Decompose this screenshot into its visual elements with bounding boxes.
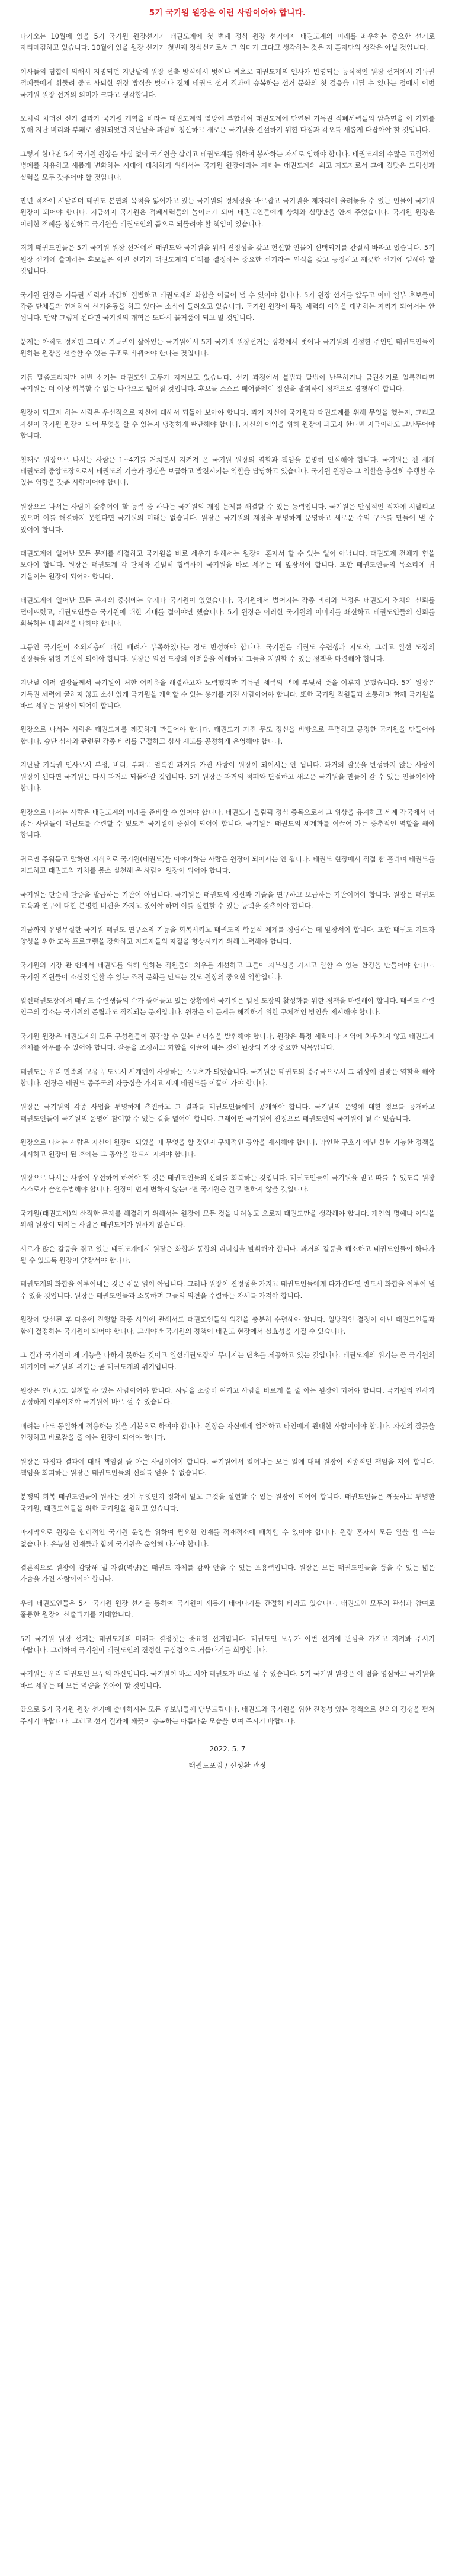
body-paragraph: 태권도는 우리 민족의 고유 무도로서 세계인이 사랑하는 스포츠가 되었습니다. 국기원은 태권도의 종주국으로서 그 위상에 걸맞은 역할을 해야 합니다. 원장은 태권도 종주국의 자긍심을 가지고 세계 태권도를 이끌어 가야 합니다.	[20, 1067, 435, 1087]
body-paragraph: 모처럼 치러진 선거 결과가 국기원 개혁을 바라는 태권도계의 열망에 부합하여 태권도계에 만연된 기득권 적폐세력들의 암흑면을 이 기회를 통해 지난 비리와 부패로 점철되었던 지난날을 과감히 청산하고 새로운 국기원을 건설하기 위한 다짐과 각오를 새롭게 다잡아야 할 것입니다.	[20, 114, 435, 134]
body-paragraph: 원장으로 나서는 사람은 태권도계의 미래를 준비할 수 있어야 합니다. 태권도가 올림픽 정식 종목으로서 그 위상을 유지하고 세계 각국에서 더 많은 사람들이 태권도를 수련할 수 있도록 국기원이 중심이 되어야 합니다. 국기원은 태권도의 세계화를 이끌어 가는 중추적인 역할을 해야 합니다.	[20, 808, 435, 840]
body-paragraph: 지난날 여러 원장들께서 국기원이 처한 어려움을 해결하고자 노력했지만 기득권 세력의 벽에 부딪혀 뜻을 이루지 못했습니다. 5기 원장은 기득권 세력에 굴하지 않고 소신 있게 국기원을 개혁할 수 있는 용기를 가진 사람이어야 합니다. 또한 국기원 직원들과 소통하며 함께 국기원을 바로 세우는 원장이 되어야 합니다.	[20, 678, 435, 710]
body-paragraph: 원장은 국기원의 각종 사업을 투명하게 추진하고 그 결과를 태권도인들에게 공개해야 합니다. 국기원의 운영에 대한 정보를 공개하고 태권도인들이 국기원의 운영에 참여할 수 있는 길을 열어야 합니다. 그래야만 국기원이 진정으로 태권도인의 국기원이 될 수 있습니다.	[20, 1103, 435, 1123]
body-paragraph: 만년 적자에 시달리며 태권도 본연의 목적을 잃어가고 있는 국기원의 정체성을 바로잡고 국기원을 제자리에 올려놓을 수 있는 인물이 국기원 원장이 되어야 합니다. 지금까지 국기원은 적폐세력들의 놀이터가 되어 태권도인들에게 상처와 실망만을 안겨 주었습니다. 국기원 원장은 이러한 적폐를 청산하고 국기원을 태권도인의 품으로 되돌려야 할 책임이 있습니다.	[20, 197, 435, 228]
body-paragraph: 원장에 당선된 후 다음에 진행할 각종 사업에 관해서도 태권도인들의 의견을 충분히 수렴해야 합니다. 일방적인 결정이 아닌 태권도인들과 함께 결정하는 국기원이 되어야 합니다. 그래야만 국기원의 정책이 태권도 현장에서 실효성을 가질 수 있습니다.	[20, 1315, 435, 1335]
body-paragraph: 5기 국기원 원장 선거는 태권도계의 미래를 결정짓는 중요한 선거입니다. 태권도인 모두가 이번 선거에 관심을 가지고 지켜봐 주시기 바랍니다. 그리하여 국기원이 태권도인의 진정한 구심점으로 거듭나기를 희망합니다.	[20, 1634, 435, 1654]
body-paragraph: 지난날 기득권 인사로서 부정, 비리, 부패로 얼룩진 과거를 가진 사람이 원장이 되어서는 안 됩니다. 과거의 잘못을 반성하지 않는 사람이 원장이 된다면 국기원은 다시 과거로 되돌아갈 것입니다. 5기 원장은 과거의 적폐와 단절하고 새로운 국기원을 만들어 갈 수 있는 인물이어야 합니다.	[20, 761, 435, 793]
letter-body	[20, 31, 435, 1727]
body-paragraph: 결론적으로 원장이 감당해 낼 자질(역량)은 태권도 자체를 감싸 안을 수 있는 포용력입니다. 원장은 모든 태권도인들을 품을 수 있는 넓은 가슴을 가진 사람이어야 합니다.	[20, 1563, 435, 1584]
body-paragraph: 지금까지 유명무실한 국기원 태권도 연구소의 기능을 회복시키고 태권도의 학문적 체계를 정립하는 데 앞장서야 합니다. 또한 태권도 지도자 양성을 위한 교육 프로그램을 강화하고 지도자들의 자질을 향상시키기 위해 노력해야 합니다.	[20, 925, 435, 946]
body-paragraph: 그렇게 한다면 5기 국기원 원장은 사심 없이 국기원을 살리고 태권도계를 위하여 봉사하는 자세로 임해야 합니다. 태권도계의 수많은 고질적인 병폐를 치유하고 새롭게 변화하는 시대에 대처하기 위해서는 국기원 원장이라는 자리는 태권도계의 최고 지도자로서 그에 걸맞은 도덕성과 실력을 모두 갖추어야 할 것입니다.	[20, 149, 435, 181]
body-paragraph: 서로가 많은 갈등을 겪고 있는 태권도계에서 원장은 화합과 통합의 리더십을 발휘해야 합니다. 과거의 갈등을 해소하고 태권도인들이 하나가 될 수 있도록 원장이 앞장서야 합니다.	[20, 1244, 435, 1265]
body-paragraph: 원장으로 나서는 사람이 갖추어야 할 능력 중 하나는 국기원의 재정 문제를 해결할 수 있는 능력입니다. 국기원은 만성적인 적자에 시달리고 있으며 이를 해결하지 못한다면 국기원의 미래는 없습니다. 원장은 국기원의 재정을 투명하게 운영하고 새로운 수익 구조를 만들어 낼 수 있어야 합니다.	[20, 502, 435, 534]
body-paragraph: 배려는 나도 동일하게 적용하는 것을 기본으로 하여야 합니다. 원장은 자신에게 엄격하고 타인에게 관대한 사람이어야 합니다. 자신의 잘못을 인정하고 바로잡을 줄 아는 원장이 되어야 합니다.	[20, 1421, 435, 1442]
body-paragraph: 첫째로 원장으로 나서는 사람은 1~4기를 거치면서 지켜져 온 국기원 원장의 역할과 책임을 분명히 인식해야 합니다. 국기원은 전 세계 태권도의 중앙도장으로서 태권도의 기술과 정신을 보급하고 발전시키는 역할을 담당하고 있습니다. 국기원 원장은 그 역할을 충실히 수행할 수 있는 역량을 갖춘 사람이어야 합니다.	[20, 455, 435, 487]
signature-block	[20, 1742, 435, 1772]
body-paragraph: 우리 태권도인들은 5기 국기원 원장 선거를 통하여 국기원이 새롭게 태어나기를 간절히 바라고 있습니다. 태권도인 모두의 관심과 참여로 훌륭한 원장이 선출되기를 기대합니다.	[20, 1598, 435, 1619]
body-paragraph: 그동안 국기원이 소외계층에 대한 배려가 부족하였다는 점도 반성해야 합니다. 국기원은 태권도 수련생과 지도자, 그리고 일선 도장의 관장들을 위한 기관이 되어야 합니다. 원장은 일선 도장의 어려움을 이해하고 그들을 지원할 수 있는 정책을 마련해야 합니다.	[20, 643, 435, 663]
body-paragraph: 국기원(태권도계)의 산적한 문제를 해결하기 위해서는 원장이 모든 것을 내려놓고 오로지 태권도만을 생각해야 합니다. 개인의 명예나 이익을 위해 원장이 되려는 사람은 태권도계가 원하지 않습니다.	[20, 1209, 435, 1229]
body-paragraph: 거듭 말씀드리지만 이번 선거는 태권도인 모두가 지켜보고 있습니다. 선거 과정에서 불법과 탈법이 난무하거나 금권선거로 얼룩진다면 국기원은 더 이상 회복할 수 없는 나락으로 떨어질 것입니다. 후보들 스스로 페어플레이 정신을 발휘하여 정책으로 경쟁해야 합니다.	[20, 373, 435, 393]
body-paragraph: 국기원은 단순히 단증을 발급하는 기관이 아닙니다. 국기원은 태권도의 정신과 기술을 연구하고 보급하는 기관이어야 합니다. 원장은 태권도 교육과 연구에 대한 분명한 비전을 가지고 있어야 하며 이를 실현할 수 있는 능력을 갖추어야 합니다.	[20, 890, 435, 910]
body-paragraph: 저희 태권도인들은 5기 국기원 원장 선거에서 태권도와 국기원을 위해 진정성을 갖고 헌신할 인물이 선택되기를 간절히 바라고 있습니다. 5기 원장 선거에 출마하는 후보들은 이번 선거가 태권도계의 미래를 결정하는 중요한 선거라는 인식을 갖고 공정하고 깨끗한 선거에 임해야 할 것입니다.	[20, 243, 435, 275]
body-paragraph: 태권도계에 일어난 모든 문제를 해결하고 국기원을 바로 세우기 위해서는 원장이 혼자서 할 수 있는 일이 아닙니다. 태권도계 전체가 힘을 모아야 합니다. 원장은 태권도계 각 단체와 긴밀히 협력하여 국기원을 바로 세우는 데 앞장서야 합니다. 또한 태권도인들의 목소리에 귀 기울이는 원장이 되어야 합니다.	[20, 549, 435, 581]
body-paragraph: 분쟁의 회복 태권도인들이 원하는 것이 무엇인지 정확히 알고 그것을 실현할 수 있는 원장이 되어야 합니다. 태권도인들은 깨끗하고 투명한 국기원, 태권도인들을 위한 국기원을 원하고 있습니다.	[20, 1492, 435, 1513]
body-paragraph: 태권도계의 화합을 이루어내는 것은 쉬운 일이 아닙니다. 그러나 원장이 진정성을 가지고 태권도인들에게 다가간다면 반드시 화합을 이루어 낼 수 있을 것입니다. 원장은 태권도인들과 소통하며 그들의 의견을 수렴하는 자세를 가져야 합니다.	[20, 1280, 435, 1300]
body-paragraph: 원장으로 나서는 사람이 우선하여 하여야 할 것은 태권도인들의 신뢰를 회복하는 것입니다. 태권도인들이 국기원을 믿고 따를 수 있도록 원장 스스로가 솔선수범해야 합니다. 원장이 먼저 변하지 않는다면 국기원은 결코 변하지 않을 것입니다.	[20, 1174, 435, 1194]
body-paragraph: 이사들의 담합에 의해서 지명되던 지난날의 원장 선출 방식에서 벗어나 최초로 태권도계의 인사가 반영되는 공식적인 원장 선거에서 기득권 적폐들에게 휘둘려 중도 사퇴한 원장 방식을 벗어나 전체 태권도 선거 결과에 승복하는 선거 문화의 첫 걸음을 디딜 수 있다는 점에서 이번 국기원 원장 선거의 의미가 크다고 생각합니다.	[20, 67, 435, 99]
body-paragraph: 다가오는 10월에 있을 5기 국기원 원장선거가 태권도계에 첫 번째 정식 원장 선거이자 태권도계의 미래를 좌우하는 중요한 선거로 자리매김하고 있습니다. 10월에 있을 원장 선거가 첫번째 정식선거로서 그 의미가 크다고 생각하는 것은 저 혼자만의 생각은 아닐 것입니다.	[20, 32, 435, 52]
body-paragraph: 마지막으로 원장은 합리적인 국기원 운영을 위하여 필요한 인재를 적재적소에 배치할 수 있어야 합니다. 원장 혼자서 모든 일을 할 수는 없습니다. 유능한 인재들과 함께 국기원을 운영해 나가야 합니다.	[20, 1528, 435, 1548]
body-paragraph: 태권도계에 일어난 모든 문제의 중심에는 언제나 국기원이 있었습니다. 국기원에서 벌어지는 각종 비리와 부정은 태권도계 전체의 신뢰를 떨어뜨렸고, 태권도인들은 국기원에 대한 기대를 접어야만 했습니다. 5기 원장은 이러한 국기원의 이미지를 쇄신하고 태권도인들의 신뢰를 회복하는 데 최선을 다해야 합니다.	[20, 596, 435, 628]
body-paragraph: 원장은 과정과 결과에 대해 책임질 줄 아는 사람이어야 합니다. 국기원에서 일어나는 모든 일에 대해 원장이 최종적인 책임을 져야 합니다. 책임을 회피하는 원장은 태권도인들의 신뢰를 얻을 수 없습니다.	[20, 1457, 435, 1477]
body-paragraph: 원장이 되고자 하는 사람은 우선적으로 자신에 대해서 되돌아 보아야 합니다. 과거 자신이 국기원과 태권도계를 위해 무엇을 했는지, 그리고 자신이 국기원 원장이 되어 무엇을 할 수 있는지 냉정하게 판단해야 합니다. 자신의 이익을 위해 원장이 되고자 한다면 지금이라도 그만두어야 합니다.	[20, 408, 435, 440]
body-paragraph: 원장으로 나서는 사람은 태권도계를 깨끗하게 만들어야 합니다. 태권도가 가진 무도 정신을 바탕으로 투명하고 공정한 국기원을 만들어야 합니다. 승단 심사와 관련된 각종 비리를 근절하고 심사 제도를 공정하게 운영해야 합니다.	[20, 725, 435, 745]
body-paragraph: 귀로만 주워듣고 말하면 지식으로 국기원(태권도)을 이야기하는 사람은 원장이 되어서는 안 됩니다. 태권도 현장에서 직접 땀 흘리며 태권도를 지도하고 태권도의 가치를 몸소 실천해 온 사람이 원장이 되어야 합니다.	[20, 854, 435, 875]
body-paragraph: 국기원 원장은 태권도계의 모든 구성원들이 공감할 수 있는 리더십을 발휘해야 합니다. 원장은 특정 세력이나 지역에 치우치지 않고 태권도계 전체를 아우를 수 있어야 합니다. 갈등을 조정하고 화합을 이끌어 내는 것이 원장의 가장 중요한 덕목입니다.	[20, 1031, 435, 1052]
body-paragraph: 문제는 아직도 정치판 그대로 기득권이 살아있는 국기원에서 5기 국기원 원장선거는 상황에서 벗어나 국기원의 진정한 주인인 태권도인들이 원하는 원장을 선출할 수 있는 구조로 바뀌어야 한다는 것입니다.	[20, 337, 435, 358]
body-paragraph: 일선태권도장에서 태권도 수련생들의 수가 줄어들고 있는 상황에서 국기원은 일선 도장의 활성화를 위한 정책을 마련해야 합니다. 태권도 수련 인구의 감소는 국기원의 존립과도 직결되는 문제입니다. 원장은 이 문제를 해결하기 위한 구체적인 방안을 제시해야 합니다.	[20, 996, 435, 1017]
body-paragraph: 국기원 원장은 기득권 세력과 과감히 결별하고 태권도계의 화합을 이끌어 낼 수 있어야 합니다. 5기 원장 선거를 앞두고 이미 일부 후보들이 각종 단체들과 연계하여 선거운동을 하고 있다는 소식이 들려오고 있습니다. 국기원 원장이 특정 세력의 이익을 대변하는 자리가 되어서는 안 됩니다. 만약 그렇게 된다면 국기원의 개혁은 또다시 물거품이 되고 말 것입니다.	[20, 290, 435, 322]
letter-date: 2022. 5. 7	[209, 1745, 246, 1754]
body-paragraph: 원장은 인(人)도 실천할 수 있는 사람이어야 합니다. 사람을 소중히 여기고 사람을 바르게 쓸 줄 아는 원장이 되어야 합니다. 국기원의 인사가 공정하게 이루어져야 국기원이 바로 설 수 있습니다.	[20, 1386, 435, 1406]
body-paragraph: 끝으로 5기 국기원 원장 선거에 출마하시는 모든 후보님들께 당부드립니다. 태권도와 국기원을 위한 진정성 있는 정책으로 선의의 경쟁을 펼쳐 주시기 바랍니다. 그리고 선거 결과에 깨끗이 승복하는 아름다운 모습을 보여 주시기 바랍니다.	[20, 1705, 435, 1725]
title-bar	[20, 6, 435, 20]
body-paragraph: 그 결과 국기원이 제 기능을 다하지 못하는 것이고 일선태권도장이 무너지는 단초를 제공하고 있는 것입니다. 태권도계의 위기는 곧 국기원의 위기이며 국기원의 위기는 곧 태권도계의 위기입니다.	[20, 1351, 435, 1371]
body-paragraph: 국기원은 우리 태권도인 모두의 자산입니다. 국기원이 바로 서야 태권도가 바로 설 수 있습니다. 5기 국기원 원장은 이 점을 명심하고 국기원을 바로 세우는 데 모든 역량을 쏟아야 할 것입니다.	[20, 1670, 435, 1690]
body-paragraph: 국기원의 기강 관 벤에서 태권도를 위해 일하는 직원들의 처우를 개선하고 그들이 자부심을 가지고 일할 수 있는 환경을 만들어야 합니다. 국기원 직원들이 소신껏 일할 수 있는 조직 문화를 만드는 것도 원장의 중요한 역할입니다.	[20, 961, 435, 981]
letter-author: 태권도포럼 / 신성환 관장	[188, 1761, 267, 1770]
body-paragraph: 원장으로 나서는 사람은 자신이 원장이 되었을 때 무엇을 할 것인지 구체적인 공약을 제시해야 합니다. 막연한 구호가 아닌 실현 가능한 정책을 제시하고 원장이 된 후에는 그 공약을 반드시 지켜야 합니다.	[20, 1138, 435, 1158]
page-title: 5기 국기원 원장은 이런 사람이어야 합니다.	[141, 6, 315, 20]
